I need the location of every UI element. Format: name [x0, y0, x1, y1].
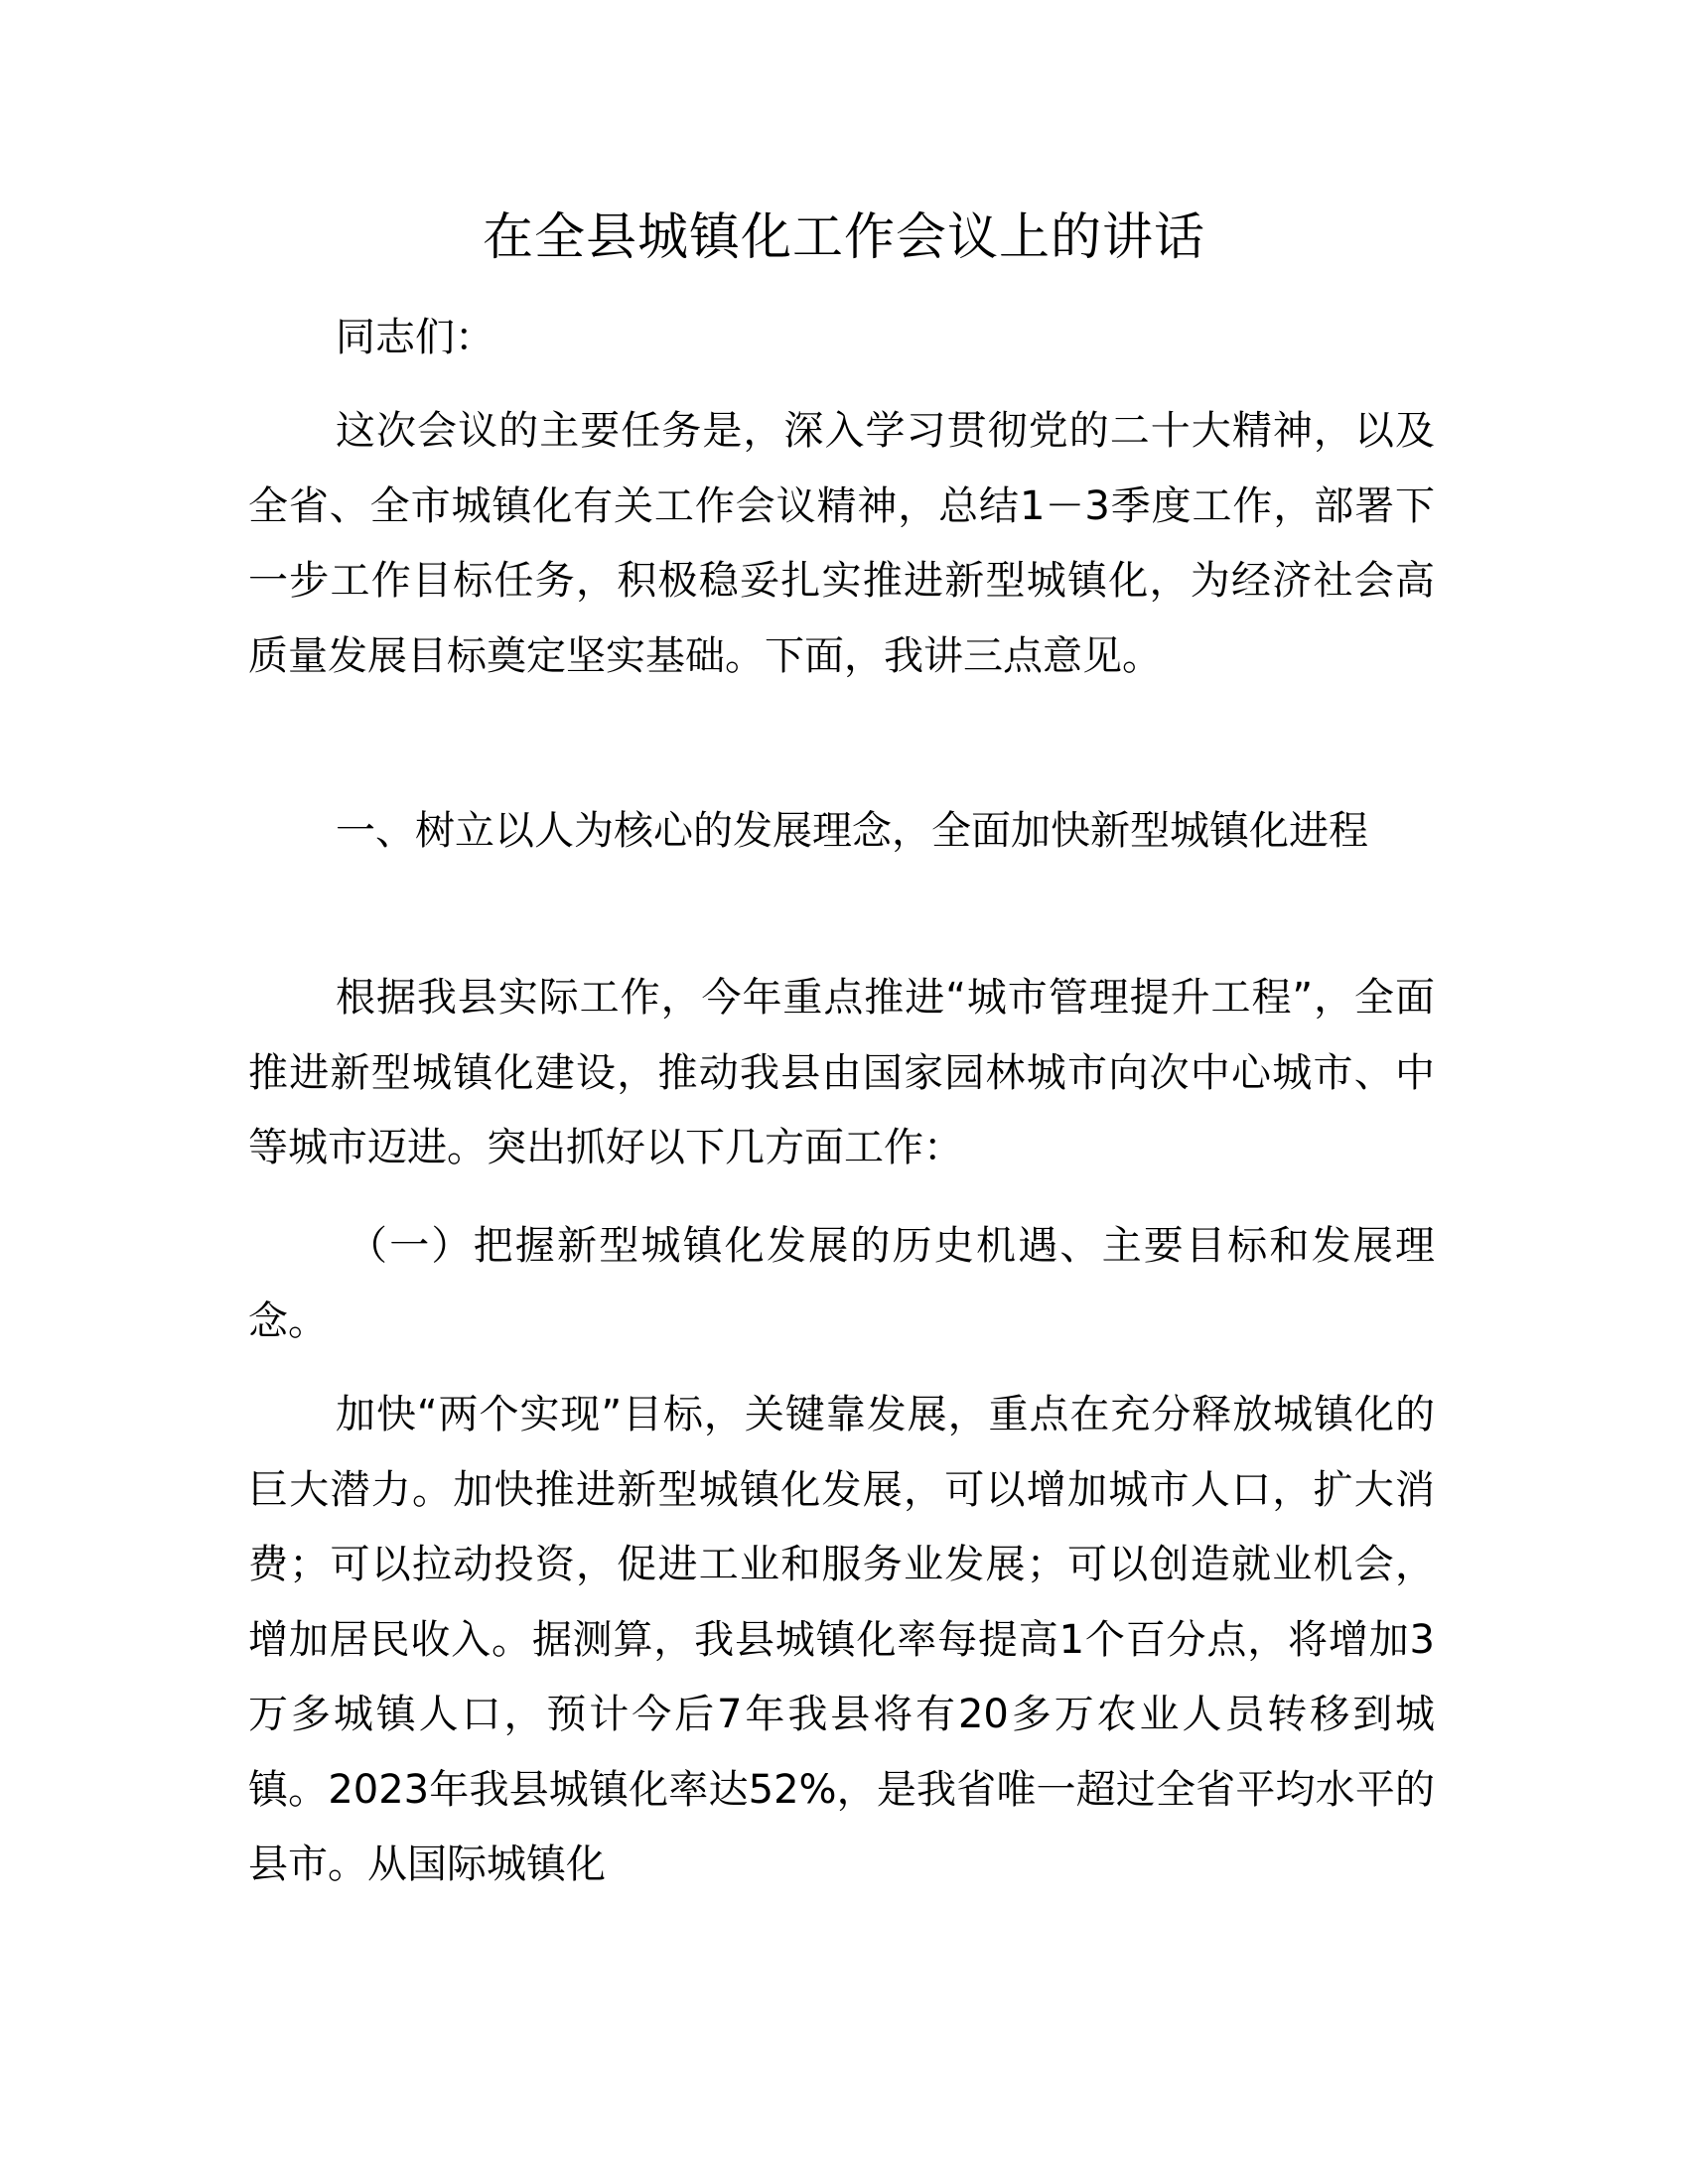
document-title: 在全县城镇化工作会议上的讲话 — [482, 208, 1205, 267]
body-paragraph-3: 加快“两个实现”目标，关键靠发展，重点在充分释放城镇化的巨大潜力。加快推进新型城镇化发展，可以增加城市人口，扩大消费；可以拉动投资，促进工业和服务业发展；可以创造就业机会，增加居民收入。据测算，我县城镇化率每提高1个百分点，将增加3万多城镇人口，预计今后7年我县将有20多万农业人员转移到城镇。2023年我县城镇化率达52%，是我省唯一超过全省平均水平的县市。从国际城镇化 — [248, 1392, 1435, 1887]
subsection-heading-1: （一）把握新型城镇化发展的历史机遇、主要目标和发展理念。 — [248, 1223, 1435, 1344]
intro-paragraph: 这次会议的主要任务是，深入学习贯彻党的二十大精神，以及全省、全市城镇化有关工作会议精神，总结1－3季度工作，部署下一步工作目标任务，积极稳妥扎实推进新型城镇化，为经济社会高质量发展目标奠定坚实基础。下面，我讲三点意见。 — [248, 408, 1435, 679]
body-paragraph-2: 根据我县实际工作，今年重点推进“城市管理提升工程”，全面推进新型城镇化建设，推动我县由国家园林城市向次中心城市、中等城市迈进。突出抓好以下几方面工作： — [248, 975, 1435, 1170]
salutation-paragraph: 同志们： — [336, 315, 494, 360]
section-heading-1: 一、树立以人为核心的发展理念，全面加快新型城镇化进程 — [336, 808, 1368, 854]
